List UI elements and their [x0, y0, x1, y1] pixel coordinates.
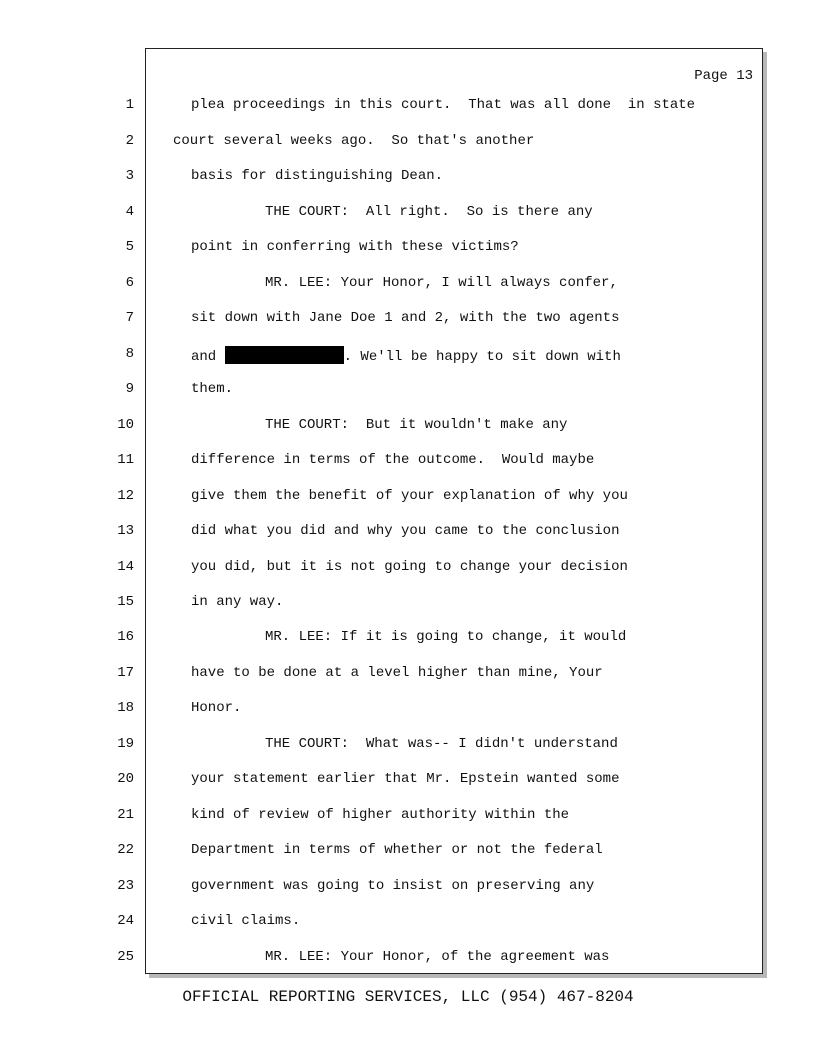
line-number: 11	[117, 452, 134, 468]
transcript-line: MR. LEE: If it is going to change, it would	[265, 629, 627, 645]
line-number: 8	[125, 346, 134, 362]
line-number: 6	[125, 275, 134, 291]
transcript-line: plea proceedings in this court. That was all done in state	[191, 97, 696, 113]
transcript-line: kind of review of higher authority within the	[191, 807, 570, 823]
transcript-line: difference in terms of the outcome. Would maybe	[191, 452, 595, 468]
line-number: 23	[117, 878, 134, 894]
line-number: 15	[117, 594, 134, 610]
transcript-line: them.	[191, 381, 234, 397]
transcript-line: court several weeks ago. So that's another	[173, 133, 535, 149]
transcript-line: civil claims.	[191, 913, 301, 929]
transcript-line: have to be done at a level higher than mine, Your	[191, 665, 603, 681]
transcript-line: sit down with Jane Doe 1 and 2, with the two agents	[191, 310, 620, 326]
transcript-line: MR. LEE: Your Honor, of the agreement was	[265, 949, 610, 965]
line-text-after-redaction: . We'll be happy to sit down with	[343, 349, 621, 365]
transcript-line: Department in terms of whether or not the federal	[191, 842, 603, 858]
line-number: 13	[117, 523, 134, 539]
line-text-before-redaction: and	[191, 349, 225, 365]
line-number: 18	[117, 700, 134, 716]
line-number: 4	[125, 204, 134, 220]
line-number: 3	[125, 168, 134, 184]
line-number: 22	[117, 842, 134, 858]
transcript-line: THE COURT: But it wouldn't make any	[265, 417, 568, 433]
page-number: Page 13	[694, 68, 753, 84]
transcript-line: point in conferring with these victims?	[191, 239, 519, 255]
transcript-line: MR. LEE: Your Honor, I will always confer,	[265, 275, 618, 291]
transcript-line: government was going to insist on preserving any	[191, 878, 595, 894]
transcript-line: your statement earlier that Mr. Epstein wanted some	[191, 771, 620, 787]
transcript-line: THE COURT: All right. So is there any	[265, 204, 593, 220]
transcript-line: you did, but it is not going to change your decision	[191, 559, 628, 575]
transcript-line: give them the benefit of your explanation of why you	[191, 488, 628, 504]
line-number: 9	[125, 381, 134, 397]
line-number: 25	[117, 949, 134, 965]
redaction-box	[225, 346, 344, 364]
line-number: 10	[117, 417, 134, 433]
line-number: 12	[117, 488, 134, 504]
transcript-line: did what you did and why you came to the conclusion	[191, 523, 620, 539]
line-number: 14	[117, 559, 134, 575]
line-number: 2	[125, 133, 134, 149]
line-number: 5	[125, 239, 134, 255]
line-number: 17	[117, 665, 134, 681]
transcript-line-redacted	[191, 346, 621, 365]
transcript-line: in any way.	[191, 594, 284, 610]
line-number: 19	[117, 736, 134, 752]
reporting-service-footer: OFFICIAL REPORTING SERVICES, LLC (954) 467-8204	[182, 988, 634, 1006]
line-number: 1	[125, 97, 134, 113]
line-number: 16	[117, 629, 134, 645]
transcript-page-frame	[145, 48, 763, 974]
line-number: 20	[117, 771, 134, 787]
transcript-line: basis for distinguishing Dean.	[191, 168, 444, 184]
transcript-line: Honor.	[191, 700, 242, 716]
line-number: 7	[125, 310, 134, 326]
line-number: 24	[117, 913, 134, 929]
line-number: 21	[117, 807, 134, 823]
transcript-line: THE COURT: What was-- I didn't understand	[265, 736, 618, 752]
